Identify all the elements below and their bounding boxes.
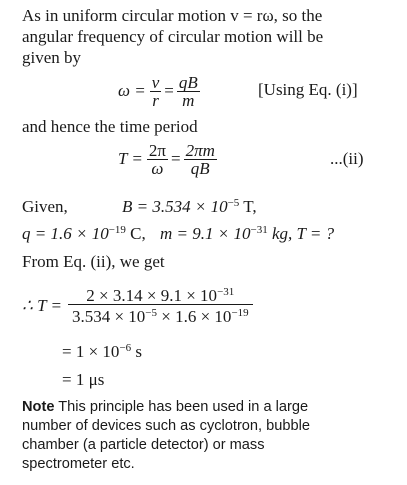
note-text-1: This principle has been used in a large — [54, 399, 309, 415]
equation-reference: [Using Eq. (i)] — [258, 80, 358, 99]
fraction-denominator: m — [182, 90, 195, 110]
result-microseconds: = 1 μs — [62, 370, 105, 389]
given-label: Given, — [22, 197, 68, 216]
denominator-exponent-2: −19 — [231, 306, 249, 319]
time-period-equation — [118, 138, 217, 180]
given-m-value: m = 9.1 × 10 — [160, 224, 251, 243]
equals-sign: = — [164, 81, 174, 100]
numerator-text: 2 × 3.14 × 9.1 × 10 — [86, 286, 218, 305]
note-line-4: spectrometer etc. — [22, 456, 135, 472]
note-line-1 — [22, 398, 382, 417]
equation-label: ...(ii) — [330, 149, 364, 168]
equals-sign: = — [170, 149, 181, 168]
denominator-exponent-1: −5 — [145, 306, 157, 319]
v-over-r-fraction — [150, 74, 162, 109]
time-period-intro: and hence the time period — [22, 117, 198, 136]
given-m-unit: kg, T = ? — [267, 224, 335, 243]
result-seconds-value: = 1 × 10 — [62, 342, 120, 361]
given-q-value: q = 1.6 × 10 — [22, 224, 109, 243]
denominator-text-1: 3.534 × 10 — [71, 307, 146, 326]
result-seconds-unit: s — [131, 342, 143, 361]
qB-over-m-fraction — [177, 74, 200, 109]
from-equation: From Eq. (ii), we get — [22, 252, 165, 271]
result-seconds — [62, 342, 142, 362]
note-label: Note — [22, 399, 55, 415]
fraction-denominator: r — [152, 90, 159, 110]
paragraph-line-1: As in uniform circular motion v = rω, so the — [22, 6, 323, 25]
fraction-denominator: ω — [151, 158, 164, 178]
given-B — [122, 197, 257, 217]
note-line-2: number of devices such as cyclotron, bubble — [22, 418, 310, 434]
calculation-fraction — [68, 287, 253, 325]
omega-lhs: ω = — [118, 81, 146, 100]
given-q-exponent: −19 — [108, 223, 126, 236]
fraction-numerator: v — [151, 72, 160, 92]
given-q-unit: C, — [125, 224, 146, 243]
fraction-numerator: qB — [178, 72, 198, 92]
denominator-text-2: × 1.6 × 10 — [157, 307, 232, 326]
fraction-numerator: 2πm — [185, 140, 215, 160]
given-m-exponent: −31 — [250, 223, 268, 236]
paragraph-line-3: given by — [22, 48, 82, 67]
note-block — [22, 398, 382, 474]
fraction-denominator: qB — [190, 158, 210, 178]
fraction-denominator — [68, 305, 253, 325]
therefore-T: ∴ T = — [22, 296, 62, 315]
calculation-equation — [22, 282, 253, 330]
2pi-over-omega-fraction — [147, 142, 168, 177]
T-lhs: T = — [118, 149, 143, 168]
2pim-over-qB-fraction — [184, 142, 217, 177]
paragraph-line-2: angular frequency of circular motion will be — [22, 27, 324, 46]
fraction-numerator: 2π — [148, 140, 166, 160]
omega-equation — [118, 70, 200, 112]
note-line-3: chamber (a particle detector) or mass — [22, 437, 265, 453]
given-B-value: B = 3.534 × 10 — [122, 197, 228, 216]
given-q-m — [22, 224, 334, 244]
given-B-unit: T, — [239, 197, 257, 216]
given-B-exponent: −5 — [227, 196, 240, 209]
numerator-exponent: −31 — [217, 285, 235, 298]
fraction-numerator — [68, 287, 253, 305]
result-seconds-exponent: −6 — [119, 341, 132, 354]
